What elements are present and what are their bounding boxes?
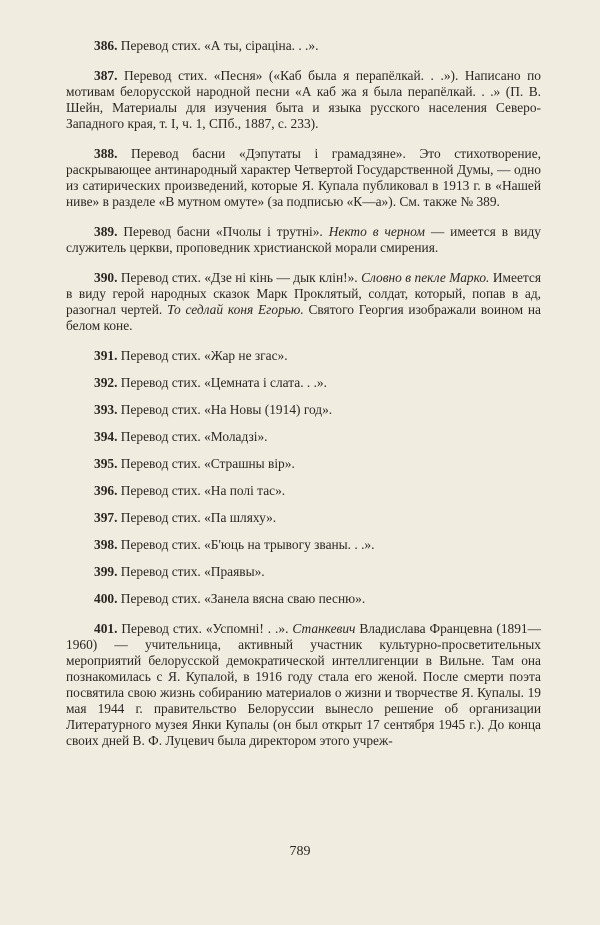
note-text: Святого Георгия изображали воином на белом коне. (66, 302, 541, 333)
note-395 (66, 456, 541, 472)
note-italic-term: Некто в черном (328, 224, 425, 239)
note-390 (66, 270, 541, 334)
note-text: Перевод стих. «На Новы (1914) год». (117, 402, 333, 417)
page-number: 789 (289, 844, 311, 859)
note-392 (66, 375, 541, 391)
note-text: Перевод стих. «А ты, сіраціна. . .». (117, 38, 319, 53)
note-number: 396. (94, 483, 118, 498)
note-text: Перевод стих. «Праявы». (117, 564, 265, 579)
note-398 (66, 537, 541, 553)
note-text: Владислава Францевна (1891—1960) — учительница, активный участник культурно-просветительных мероприятий белорусской демократической интеллигенции в Вильне. Там она познакомилась с Я. Купалой, в 1916 году стала его женой. После смерти поэта посвятила свою жизнь собиранию материалов о жизни и творчестве Я. Купалы. 19 мая 1944 г. правительство Белоруссии вынесло решение об организации Литературного музея Янки Купалы (он был открыт 17 сентября 1945 г.). До конца своих дней В. Ф. Луцевич была директором этого учреж- (66, 621, 542, 748)
note-text: Перевод стих. «Цемната і слата. . .». (117, 375, 327, 390)
note-text: Перевод стих. «Моладзі». (117, 429, 268, 444)
note-389 (66, 224, 541, 256)
note-386 (66, 38, 541, 54)
note-number: 390. (94, 270, 118, 285)
note-text: Перевод басни «Пчолы і трутні». (117, 224, 329, 239)
note-text: Перевод стих. «Жар не згас». (117, 348, 288, 363)
note-399 (66, 564, 541, 580)
note-text: Перевод стих. «Песня» («Каб была я перапёлкай. . .»). Написано по мотивам белорусской народной песни «А каб жа я была перапёлкай. . .» (П. В. Шейн, Материалы для изучения быта и языка русского населения Северо-Западного края, т. I, ч. 1, СПб., 1887, с. 233). (66, 68, 541, 131)
note-number: 389. (94, 224, 118, 239)
note-number: 387. (94, 68, 118, 83)
note-text: Перевод стих. «Занела вясна сваю песню». (117, 591, 366, 606)
note-401 (66, 621, 541, 749)
note-394 (66, 429, 541, 445)
note-text: Перевод стих. «Страшны вір». (117, 456, 295, 471)
note-396 (66, 483, 541, 499)
note-393 (66, 402, 541, 418)
note-number: 400. (94, 591, 118, 606)
note-text: Перевод стих. «Па шляху». (117, 510, 277, 525)
note-400 (66, 591, 541, 607)
note-text: — имеется в виду служитель церкви, проповедник христианской морали смирения. (66, 224, 541, 255)
note-text: Имеется в виду герой народных сказок Марк Проклятый, солдат, который, попав в ад, разогнал чертей. (66, 270, 542, 317)
note-italic-term: Словно в пекле Марко. (361, 270, 490, 285)
note-text: Перевод басни «Дэпутаты і грамадзяне». Это стихотворение, раскрывающее антинародный характер Четвертой Государственной Думы, — одно из сатирических произведений, которые Я. Купала публиковал в 1913 г. в «Нашей ниве» в разделе «В мутном омуте» (за подписью «К—а»). См. также № 389. (66, 146, 541, 209)
note-number: 395. (94, 456, 118, 471)
note-number: 399. (94, 564, 118, 579)
note-388 (66, 146, 541, 210)
note-number: 392. (94, 375, 118, 390)
note-number: 397. (94, 510, 118, 525)
note-number: 386. (94, 38, 118, 53)
note-text: Перевод стих. «Б'юць на трывогу званы. . .». (117, 537, 375, 552)
note-number: 393. (94, 402, 118, 417)
note-number: 391. (94, 348, 118, 363)
note-number: 388. (94, 146, 118, 161)
note-text: Перевод стих. «Дзе ні кінь — дык клін!». (117, 270, 362, 285)
note-397 (66, 510, 541, 526)
note-italic-term: Станкевич (292, 621, 356, 636)
note-number: 401. (94, 621, 118, 636)
notes-body (66, 38, 541, 749)
note-number: 394. (94, 429, 118, 444)
note-text: Перевод стих. «На полі тас». (117, 483, 286, 498)
note-number: 398. (94, 537, 118, 552)
note-text: Перевод стих. «Успомні! . .». (117, 621, 293, 636)
note-391 (66, 348, 541, 364)
note-italic-term: То седлай коня Егорью. (167, 302, 304, 317)
note-387 (66, 68, 541, 132)
